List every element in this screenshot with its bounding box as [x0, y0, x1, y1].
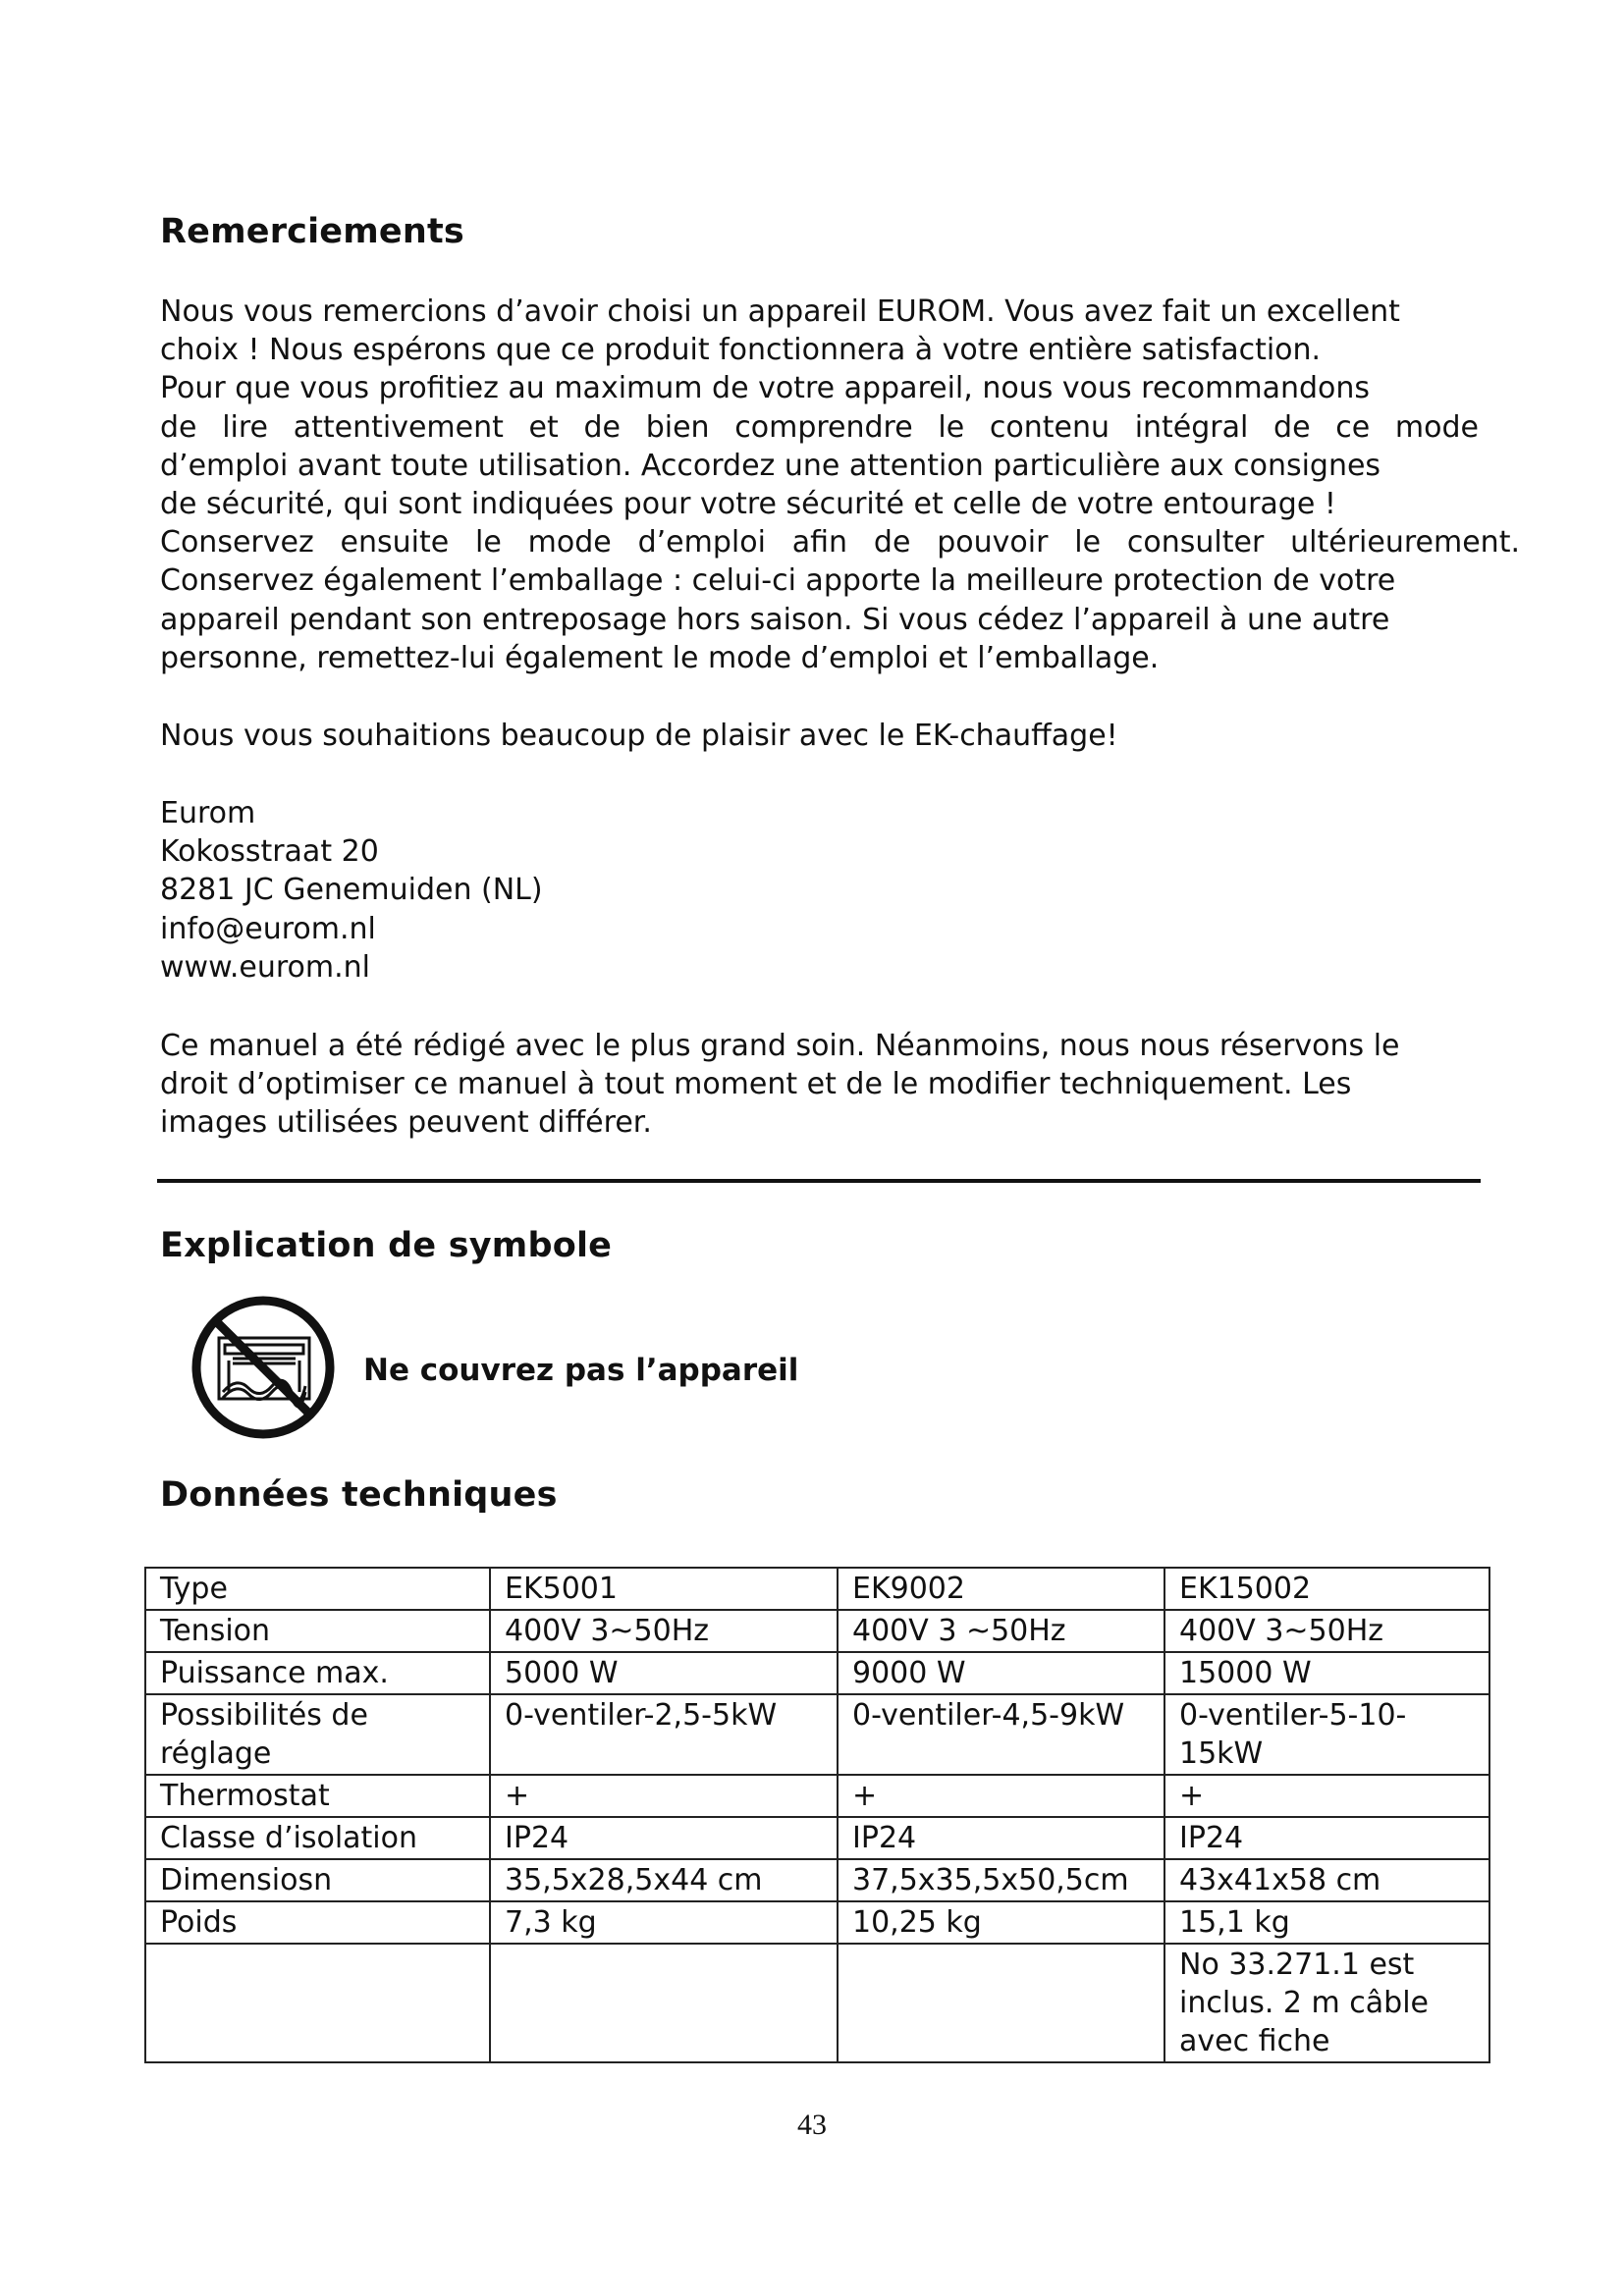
address-website: www.eurom.nl: [160, 949, 370, 985]
table-row: [145, 1901, 1489, 1944]
spec-label: Poids: [145, 1901, 490, 1944]
address-block: [160, 794, 1525, 987]
page-number: 43: [797, 2109, 827, 2141]
spec-value: 5000 W: [490, 1652, 838, 1694]
wishes-line: Nous vous souhaitions beaucoup de plaisir avec le EK-chauffage!: [160, 719, 1118, 753]
spec-label: [145, 1944, 490, 2062]
table-row: [145, 1944, 1489, 2062]
spec-label: Classe d’isolation: [145, 1817, 490, 1859]
spec-value: 0-ventiler-4,5-9kW: [838, 1694, 1164, 1775]
section-title-thanks: Remerciements: [160, 212, 464, 251]
wishes-paragraph: [160, 717, 1525, 755]
section-title-specs: Données techniques: [160, 1475, 558, 1515]
thanks-line: Conservez ensuite le mode d’emploi afin de pouvoir le consulter ultérieurement.: [160, 525, 1520, 561]
table-row: [145, 1775, 1489, 1817]
spec-label: Puissance max.: [145, 1652, 490, 1694]
spec-value: +: [490, 1775, 838, 1817]
spec-value: [490, 1944, 838, 2062]
spec-value: [838, 1944, 1164, 2062]
disclaimer-line: Ce manuel a été rédigé avec le plus grand soin. Néanmoins, nous nous réservons le: [160, 1029, 1400, 1063]
spec-value: 0-ventiler-5-10-15kW: [1164, 1694, 1489, 1775]
spec-value: 9000 W: [838, 1652, 1164, 1694]
spec-value: 400V 3~50Hz: [490, 1610, 838, 1652]
spec-label: Type: [145, 1568, 490, 1610]
table-row: [145, 1610, 1489, 1652]
spec-label: Possibilités de réglage: [145, 1694, 490, 1775]
spec-value: 43x41x58 cm: [1164, 1859, 1489, 1901]
thanks-line: d’emploi avant toute utilisation. Accordez une attention particulière aux consignes: [160, 448, 1381, 483]
thanks-line: personne, remettez-lui également le mode d’emploi et l’emballage.: [160, 640, 1160, 675]
specs-table: [144, 1567, 1490, 2063]
spec-label: Dimensiosn: [145, 1859, 490, 1901]
spec-value: 35,5x28,5x44 cm: [490, 1859, 838, 1901]
disclaimer-line: droit d’optimiser ce manuel à tout moment et de le modifier techniquement. Les: [160, 1067, 1352, 1102]
spec-label: Tension: [145, 1610, 490, 1652]
spec-value: IP24: [838, 1817, 1164, 1859]
section-title-symbols: Explication de symbole: [160, 1226, 613, 1265]
disclaimer-paragraph: [160, 1027, 1525, 1143]
thanks-paragraph: [160, 293, 1525, 677]
thanks-line: choix ! Nous espérons que ce produit fonctionnera à votre entière satisfaction.: [160, 333, 1322, 368]
section-divider: [157, 1179, 1481, 1183]
disclaimer-line: images utilisées peuvent différer.: [160, 1105, 652, 1141]
spec-value: 10,25 kg: [838, 1901, 1164, 1944]
spec-value: 37,5x35,5x50,5cm: [838, 1859, 1164, 1901]
address-street: Kokosstraat 20: [160, 834, 379, 870]
spec-value: 400V 3 ~50Hz: [838, 1610, 1164, 1652]
specs-table-body: [145, 1568, 1489, 2062]
spec-value: EK15002: [1164, 1568, 1489, 1610]
spec-note: No 33.271.1 est inclus. 2 m câble avec fiche: [1164, 1944, 1489, 2062]
do-not-cover-icon: [189, 1294, 337, 1441]
thanks-line: de lire attentivement et de bien comprendre le contenu intégral de ce mode: [160, 409, 1479, 445]
table-row: [145, 1568, 1489, 1610]
thanks-line: de sécurité, qui sont indiquées pour votre sécurité et celle de votre entourage !: [160, 487, 1336, 522]
thanks-line: Pour que vous profitiez au maximum de votre appareil, nous vous recommandons: [160, 371, 1371, 406]
thanks-line: Conservez également l’emballage : celui-ci apporte la meilleure protection de votre: [160, 563, 1396, 599]
table-row: [145, 1859, 1489, 1901]
symbol-label: Ne couvrez pas l’appareil: [363, 1353, 799, 1388]
spec-value: +: [1164, 1775, 1489, 1817]
spec-value: EK9002: [838, 1568, 1164, 1610]
spec-value: IP24: [1164, 1817, 1489, 1859]
spec-value: 15,1 kg: [1164, 1901, 1489, 1944]
address-email: info@eurom.nl: [160, 911, 376, 946]
thanks-line: Nous vous remercions d’avoir choisi un appareil EUROM. Vous avez fait un excellent: [160, 294, 1400, 329]
table-row: [145, 1817, 1489, 1859]
table-row: [145, 1652, 1489, 1694]
address-company: Eurom: [160, 796, 256, 830]
spec-value: +: [838, 1775, 1164, 1817]
thanks-line: appareil pendant son entreposage hors saison. Si vous cédez l’appareil à une autre: [160, 602, 1390, 637]
spec-value: 0-ventiler-2,5-5kW: [490, 1694, 838, 1775]
spec-value: 400V 3~50Hz: [1164, 1610, 1489, 1652]
table-row: [145, 1694, 1489, 1775]
spec-value: EK5001: [490, 1568, 838, 1610]
spec-value: 7,3 kg: [490, 1901, 838, 1944]
spec-value: IP24: [490, 1817, 838, 1859]
spec-value: 15000 W: [1164, 1652, 1489, 1694]
spec-label: Thermostat: [145, 1775, 490, 1817]
address-city: 8281 JC Genemuiden (NL): [160, 873, 543, 908]
